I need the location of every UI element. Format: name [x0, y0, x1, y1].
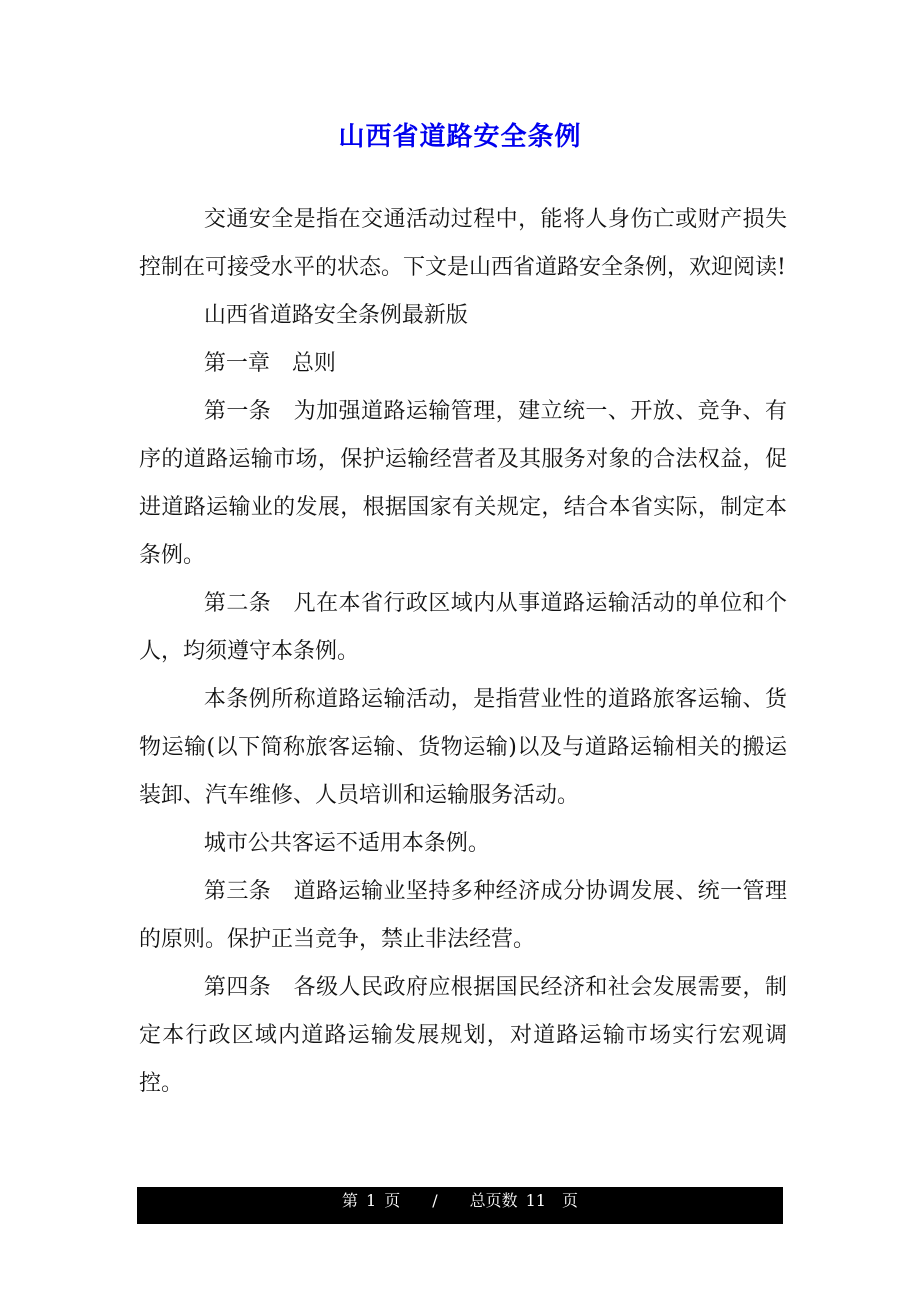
page-suffix: 页 [384, 1191, 401, 1210]
document-title: 山西省道路安全条例 [338, 122, 582, 152]
page-separator: / [432, 1191, 438, 1210]
page-footer [137, 1187, 783, 1224]
version-heading: 山西省道路安全条例最新版 [203, 303, 468, 328]
total-pages-label: 总页数 [469, 1191, 518, 1210]
total-pages-suffix: 页 [561, 1191, 578, 1210]
exclusion-paragraph: 城市公共客运不适用本条例。 [203, 831, 490, 856]
chapter-heading: 第一章 总则 [203, 351, 336, 376]
definition-paragraph: 本条例所称道路运输活动，是指营业性的道路旅客运输、货物运输(以下简称旅客运输、货物运输)以及与道路运输相关的搬运装卸、汽车维修、人员培训和运输服务活动。 [139, 687, 787, 808]
current-page-number: 1 [366, 1191, 377, 1210]
article-3-paragraph: 第三条 道路运输业坚持多种经济成分协调发展、统一管理的原则。保护正当竞争，禁止非法经营。 [139, 879, 787, 952]
article-4-paragraph: 第四条 各级人民政府应根据国民经济和社会发展需要，制定本行政区域内道路运输发展规划，对道路运输市场实行宏观调控。 [139, 975, 787, 1096]
intro-paragraph: 交通安全是指在交通活动过程中，能将人身伤亡或财产损失控制在可接受水平的状态。下文是山西省道路安全条例，欢迎阅读! [139, 207, 787, 280]
total-pages-number: 11 [525, 1191, 546, 1210]
article-1-paragraph: 第一条 为加强道路运输管理，建立统一、开放、竞争、有序的道路运输市场，保护运输经营者及其服务对象的合法权益，促进道路运输业的发展，根据国家有关规定，结合本省实际，制定本条例。 [139, 399, 787, 568]
document-body [139, 196, 787, 1108]
page-prefix: 第 [342, 1191, 359, 1210]
article-2-paragraph: 第二条 凡在本省行政区域内从事道路运输活动的单位和个人，均须遵守本条例。 [139, 591, 787, 664]
